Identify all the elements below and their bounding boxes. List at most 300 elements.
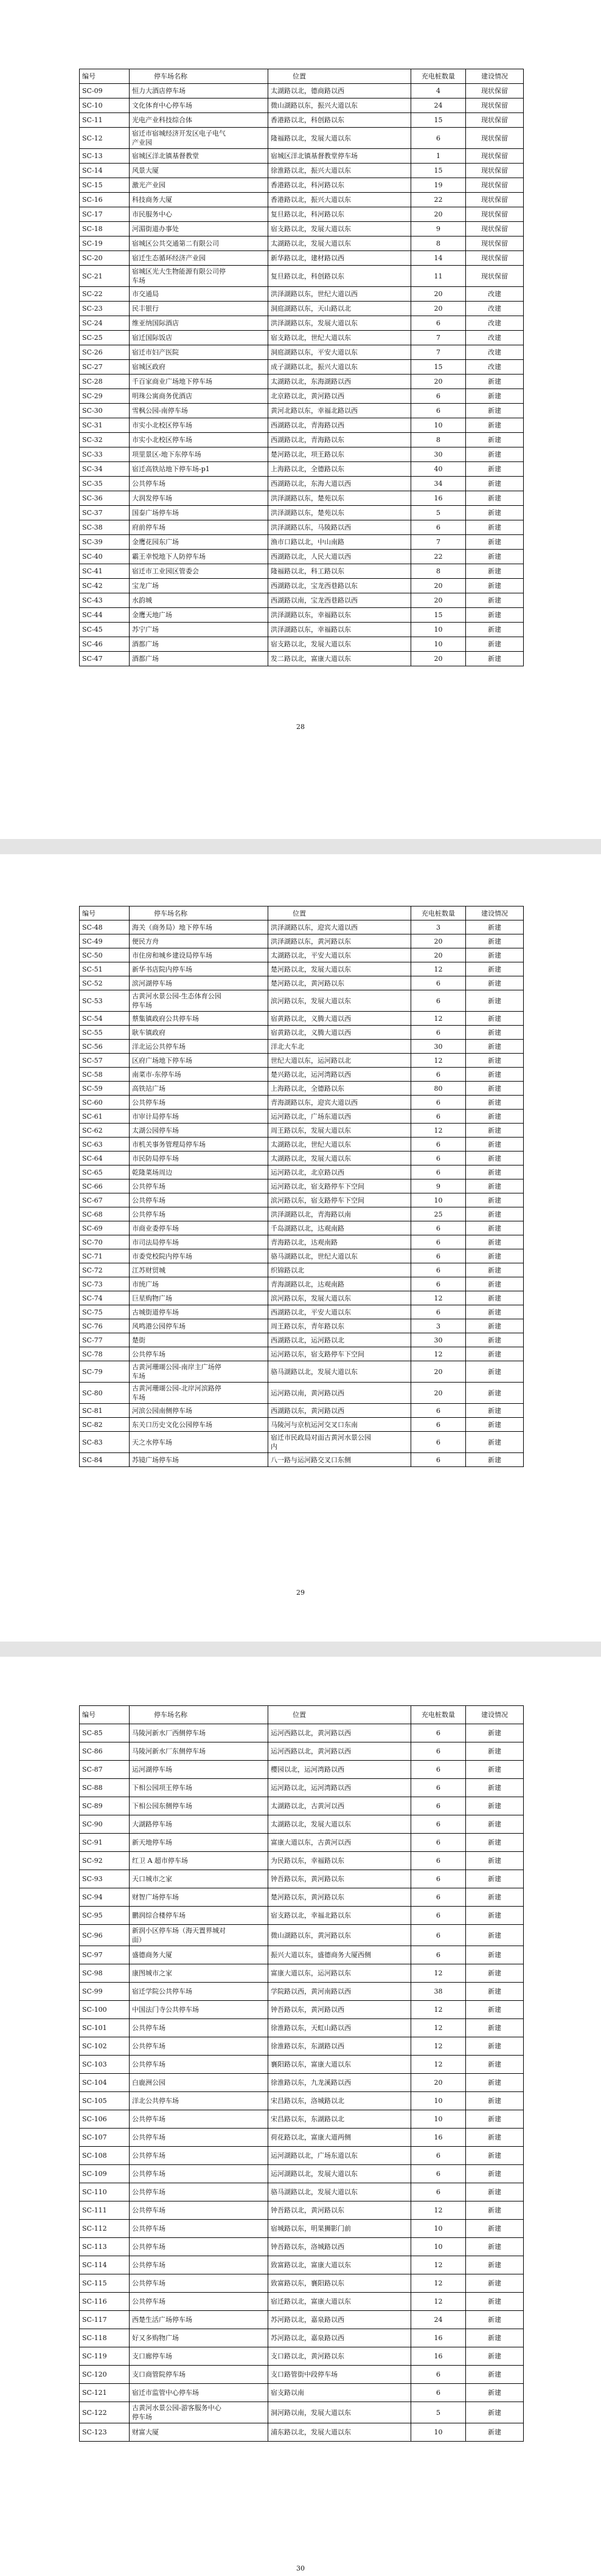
cell-chargers (411, 1319, 466, 1333)
cell-location (268, 564, 411, 579)
cell-chargers-text: 9 (436, 225, 440, 233)
cell-id-text: SC-54 (82, 1014, 103, 1023)
cell-id-text: SC-20 (82, 254, 103, 262)
cell-location-text: 徐淮路以东，东湖路以西 (271, 2042, 344, 2050)
cell-location (268, 2256, 411, 2274)
table-row (80, 1907, 524, 1925)
cell-status-text: 新建 (488, 1224, 501, 1232)
cell-name-text: 公共停车场 (132, 2188, 165, 2196)
cell-location (268, 149, 411, 164)
cell-status-text: 新建 (488, 1438, 501, 1446)
cell-location-text: 宿支路以北，发展大道以东 (271, 640, 351, 648)
cell-id-text: SC-74 (82, 1294, 103, 1302)
cell-name-text: 公共停车场 (132, 2133, 165, 2141)
cell-location-text: 洪泽湖路以东，楚苑以东 (271, 494, 344, 502)
cell-chargers-text: 6 (436, 1857, 440, 1865)
cell-chargers (411, 579, 466, 593)
cell-status (466, 652, 524, 666)
table-row (80, 98, 524, 113)
cell-id (80, 1096, 130, 1110)
cell-name-text: 东关口历史文化公园停车场 (132, 1420, 212, 1429)
cell-chargers (411, 1026, 466, 1040)
cell-name-text: 宿迁市妇产医院 (132, 348, 179, 356)
cell-status (466, 1221, 524, 1235)
cell-name-text: 公共停车场 (132, 480, 165, 488)
cell-status (466, 404, 524, 418)
cell-status-text: 新建 (488, 1729, 501, 1737)
cell-status (466, 207, 524, 222)
table-row (80, 2074, 524, 2092)
cell-name (130, 360, 268, 375)
cell-name (130, 1418, 268, 1432)
cell-status (466, 1165, 524, 1179)
cell-location (268, 2074, 411, 2092)
cell-location (268, 1249, 411, 1263)
cell-location (268, 2423, 411, 2442)
cell-chargers (411, 1361, 466, 1383)
cell-status-text: 新建 (488, 2097, 501, 2105)
cell-name-text: 市交通局 (132, 290, 159, 298)
cell-chargers-text: 20 (434, 1389, 443, 1397)
cell-status-text: 新建 (488, 1406, 501, 1415)
cell-location (268, 1815, 411, 1834)
cell-name-text: 古黄河珊瑚公园-南岸主广场停车场 (132, 1363, 221, 1380)
cell-chargers-text: 20 (434, 290, 443, 298)
cell-chargers-text: 6 (436, 1875, 440, 1883)
cell-location (268, 2056, 411, 2074)
cell-id-text: SC-70 (82, 1238, 103, 1246)
table-row (80, 2220, 524, 2238)
cell-status-text: 现状保留 (481, 272, 508, 280)
cell-location-text: 苏河路以北，嘉泉路以西 (271, 2316, 344, 2324)
cell-id (80, 1964, 130, 1983)
cell-status (466, 1319, 524, 1333)
table-row (80, 962, 524, 976)
cell-name-text: 便民方舟 (132, 937, 159, 945)
cell-id (80, 652, 130, 666)
cell-name (130, 1834, 268, 1852)
cell-id-text: SC-53 (82, 996, 103, 1005)
cell-chargers-text: 10 (434, 2097, 443, 2105)
cell-name-text: 大润发停车场 (132, 494, 172, 502)
cell-id-text: SC-50 (82, 951, 103, 959)
cell-location-text: 西湖路以南，宝龙西巷路以西 (271, 596, 358, 604)
cell-id (80, 1207, 130, 1221)
cell-location (268, 418, 411, 433)
cell-name-text: 宝龙广场 (132, 582, 159, 590)
cell-id-text: SC-107 (82, 2133, 107, 2141)
cell-status-text: 改建 (488, 305, 501, 313)
cell-location (268, 113, 411, 128)
cell-status (466, 1249, 524, 1263)
cell-id-text: SC-116 (82, 2298, 107, 2305)
cell-chargers (411, 506, 466, 520)
cell-chargers-text: 5 (436, 509, 440, 517)
cell-name (130, 1249, 268, 1263)
cell-status (466, 2092, 524, 2110)
cell-status-text: 新建 (488, 2408, 501, 2417)
cell-name (130, 113, 268, 128)
cell-chargers (411, 1453, 466, 1467)
cell-location (268, 623, 411, 637)
cell-name-text: 宿迁高铁站地下停车场-p1 (132, 465, 210, 473)
cell-location-text: 宿支路以北，世纪大道以东 (271, 334, 351, 342)
cell-name (130, 207, 268, 222)
cell-status-text: 新建 (488, 1168, 501, 1176)
cell-chargers (411, 98, 466, 113)
cell-status-text: 新建 (488, 2225, 501, 2232)
cell-chargers (411, 1040, 466, 1054)
cell-location (268, 2384, 411, 2402)
cell-status (466, 128, 524, 149)
cell-id (80, 1221, 130, 1235)
cell-status (466, 593, 524, 608)
cell-status (466, 1277, 524, 1291)
cell-id-text: SC-63 (82, 1140, 103, 1148)
cell-id-text: SC-80 (82, 1389, 103, 1397)
cell-status (466, 623, 524, 637)
cell-id-text: SC-44 (82, 611, 103, 619)
cell-chargers-text: 20 (434, 210, 443, 218)
cell-status (466, 1110, 524, 1124)
cell-chargers-text: 6 (436, 523, 440, 531)
cell-location-text: 成子湖路以北，振兴大道以东 (271, 363, 358, 371)
cell-name (130, 1852, 268, 1870)
cell-status (466, 1207, 524, 1221)
cell-name (130, 934, 268, 948)
cell-id-text: SC-123 (82, 2428, 107, 2436)
cell-chargers (411, 360, 466, 375)
cell-status-text: 新建 (488, 436, 501, 444)
cell-location-text: 宿城路以东，明果狮影门前 (271, 2225, 351, 2232)
cell-id-text: SC-93 (82, 1875, 103, 1883)
table-row (80, 316, 524, 331)
cell-name-text: 公共停车场 (132, 1350, 165, 1358)
cell-id (80, 1779, 130, 1797)
cell-status-text: 新建 (488, 2170, 501, 2178)
table-row (80, 1333, 524, 1347)
cell-id (80, 98, 130, 113)
cell-name (130, 1815, 268, 1834)
cell-id (80, 251, 130, 266)
cell-id-text: SC-89 (82, 1802, 103, 1810)
cell-chargers-text: 38 (434, 1987, 443, 1995)
cell-name (130, 2256, 268, 2274)
cell-name-text: 运河湖停车场 (132, 1766, 172, 1773)
cell-chargers-text: 6 (436, 1784, 440, 1792)
cell-location-text: 浦东路以北，发展大道以东 (271, 2428, 351, 2436)
table-row (80, 477, 524, 491)
cell-name-text: 古城街道停车场 (132, 1308, 179, 1316)
cell-chargers-text: 20 (434, 951, 443, 959)
page-number: 28 (296, 723, 305, 731)
cell-location (268, 1383, 411, 1404)
cell-location (268, 550, 411, 564)
cell-location (268, 520, 411, 535)
cell-chargers (411, 1152, 466, 1165)
cell-location-text: 宿支路以北，幸福北路以东 (271, 1911, 351, 1919)
cell-location (268, 251, 411, 266)
cell-name (130, 2110, 268, 2129)
table-row (80, 2293, 524, 2311)
cell-location-text: 上海路以北，全德路以东 (271, 465, 344, 473)
cell-name (130, 1319, 268, 1333)
cell-status-text: 改建 (488, 348, 501, 356)
cell-name (130, 506, 268, 520)
cell-chargers-text: 6 (436, 1168, 440, 1176)
cell-location-text: 荷花路以北，富康大道两侧 (271, 2133, 351, 2141)
cell-chargers (411, 251, 466, 266)
cell-location-text: 运河西路以北，黄河路以西 (271, 1747, 351, 1755)
cell-status-text: 新建 (488, 1252, 501, 1260)
cell-status-text: 新建 (488, 1784, 501, 1792)
cell-chargers (411, 593, 466, 608)
cell-chargers-text: 3 (436, 1322, 440, 1330)
cell-location-text: 运河西路以北，黄河路以西 (271, 1729, 351, 1737)
cell-chargers (411, 2384, 466, 2402)
cell-id-text: SC-60 (82, 1098, 103, 1107)
cell-id-text: SC-49 (82, 937, 103, 945)
cell-id-text: SC-39 (82, 538, 103, 546)
cell-name (130, 564, 268, 579)
cell-status-text: 新建 (488, 480, 501, 488)
cell-location-text: 青海路以北，达观南路 (271, 1238, 338, 1246)
cell-location (268, 193, 411, 207)
cell-id (80, 1797, 130, 1815)
cell-id-text: SC-75 (82, 1308, 103, 1316)
cell-name (130, 84, 268, 98)
cell-status (466, 447, 524, 462)
cell-chargers (411, 1124, 466, 1138)
cell-status (466, 84, 524, 98)
cell-status-text: 新建 (488, 523, 501, 531)
cell-location-text: 支口路管街中段停车场 (271, 2371, 338, 2378)
cell-chargers-text: 10 (434, 421, 443, 429)
cell-chargers (411, 1221, 466, 1235)
cell-status (466, 302, 524, 316)
cell-status (466, 1383, 524, 1404)
cell-chargers-text: 15 (434, 363, 443, 371)
cell-id (80, 462, 130, 477)
table-row (80, 2110, 524, 2129)
cell-id-text: SC-47 (82, 655, 103, 663)
cell-status (466, 2347, 524, 2366)
cell-id (80, 128, 130, 149)
cell-name-text: 盛德商务大厦 (132, 1951, 172, 1959)
cell-status (466, 222, 524, 237)
cell-location (268, 1207, 411, 1221)
cell-id-text: SC-72 (82, 1266, 103, 1274)
cell-name-text: 金鹰天地广场 (132, 611, 172, 619)
table-row (80, 462, 524, 477)
table-row (80, 948, 524, 962)
cell-chargers-text: 6 (436, 1766, 440, 1773)
cell-chargers-text: 25 (434, 1210, 443, 1218)
header-id: 编号 (80, 1706, 130, 1724)
cell-location-text: 青海湖路以北，达观南路 (271, 1280, 344, 1288)
cell-location (268, 535, 411, 550)
cell-location-text: 运河路以南，黄河路以西 (271, 1389, 344, 1397)
cell-status (466, 1907, 524, 1925)
cell-name (130, 1012, 268, 1026)
cell-name (130, 579, 268, 593)
cell-id-text: SC-73 (82, 1280, 103, 1288)
cell-name (130, 1888, 268, 1907)
cell-chargers (411, 2165, 466, 2183)
cell-id-text: SC-58 (82, 1070, 103, 1079)
table-row (80, 1724, 524, 1742)
cell-chargers-text: 80 (434, 1084, 443, 1093)
cell-chargers (411, 331, 466, 345)
cell-name (130, 2329, 268, 2347)
cell-status (466, 608, 524, 623)
cell-chargers (411, 418, 466, 433)
cell-chargers-text: 7 (436, 334, 440, 342)
cell-id (80, 1305, 130, 1319)
cell-location (268, 1291, 411, 1305)
cell-status (466, 1138, 524, 1152)
table-row (80, 2056, 524, 2074)
cell-id-text: SC-14 (82, 167, 103, 174)
cell-name-text: 市统广场 (132, 1280, 159, 1288)
cell-location (268, 1761, 411, 1779)
cell-name (130, 1207, 268, 1221)
cell-location (268, 1724, 411, 1742)
cell-name (130, 1742, 268, 1761)
cell-location-text: 隆福路以北，发展大道以东 (271, 134, 351, 142)
cell-id (80, 976, 130, 990)
cell-name (130, 2019, 268, 2037)
cell-status-text: 新建 (488, 1820, 501, 1828)
cell-status (466, 1026, 524, 1040)
cell-chargers-text: 6 (436, 1747, 440, 1755)
table-row (80, 652, 524, 666)
table-row (80, 623, 524, 637)
cell-name-text: 酒都广场 (132, 655, 159, 663)
cell-name (130, 2037, 268, 2056)
cell-chargers (411, 2366, 466, 2384)
cell-location (268, 1333, 411, 1347)
cell-name-text: 公共停车场 (132, 2206, 165, 2214)
cell-id (80, 1347, 130, 1361)
cell-name-text: 蔡集镇政府公共停车场 (132, 1014, 199, 1023)
cell-location-text: 为民路以东，幸福路以东 (271, 1857, 344, 1865)
cell-chargers (411, 608, 466, 623)
cell-location (268, 2147, 411, 2165)
cell-location-text: 徐淮路以东，天虹山路以西 (271, 2024, 351, 2032)
cell-name-text: 风鸣港公园停车场 (132, 1322, 186, 1330)
cell-chargers (411, 1193, 466, 1207)
cell-location (268, 1165, 411, 1179)
cell-name-text: 宿迁生态循环经济产业园 (132, 254, 206, 262)
cell-location-text: 钟吾路以东，洛城路以西 (271, 2243, 344, 2251)
cell-status (466, 251, 524, 266)
cell-chargers-text: 10 (434, 640, 443, 648)
cell-status-text: 现状保留 (481, 210, 508, 218)
cell-chargers (411, 302, 466, 316)
cell-name-text: 支口廊停车场 (132, 2352, 172, 2360)
table-row (80, 164, 524, 178)
cell-status-text: 新建 (488, 2261, 501, 2269)
cell-status (466, 990, 524, 1012)
cell-name (130, 1138, 268, 1152)
cell-location-text: 西湖路以东，黄河路以西 (271, 1406, 344, 1415)
cell-chargers-text: 16 (434, 2334, 443, 2342)
cell-chargers-text: 40 (434, 465, 443, 473)
cell-chargers-text: 6 (436, 1931, 440, 1939)
cell-chargers-text: 12 (434, 1294, 443, 1302)
table-row (80, 1925, 524, 1946)
cell-name (130, 608, 268, 623)
cell-name-text: 宿迁国际饭店 (132, 334, 172, 342)
cell-location (268, 506, 411, 520)
cell-location (268, 1418, 411, 1432)
cell-location-text: 振兴大道以东，盛德商务大厦西侧 (271, 1951, 371, 1959)
cell-chargers-text: 6 (436, 1098, 440, 1107)
cell-status-text: 新建 (488, 2316, 501, 2324)
cell-name-text: 科技商务大厦 (132, 196, 172, 204)
cell-chargers-text: 6 (436, 1266, 440, 1274)
cell-status (466, 1333, 524, 1347)
cell-status (466, 2019, 524, 2037)
table-row (80, 1124, 524, 1138)
header-location: 位置 (268, 69, 411, 84)
cell-status-text: 新建 (488, 1126, 501, 1134)
cell-location-text: 骆马湖路以北，发展大道以东 (271, 2188, 358, 2196)
cell-status-text: 现状保留 (481, 181, 508, 189)
cell-chargers-text: 22 (434, 196, 443, 204)
cell-location-text: 楚河路以北，项王路以东 (271, 451, 344, 458)
cell-chargers-text: 6 (436, 1911, 440, 1919)
table-row (80, 920, 524, 934)
cell-name-text: 天口城市之家 (132, 1875, 172, 1883)
cell-chargers (411, 1834, 466, 1852)
cell-location (268, 2129, 411, 2147)
cell-status-text: 现状保留 (481, 254, 508, 262)
cell-chargers-text: 20 (434, 1367, 443, 1376)
table-row (80, 2019, 524, 2037)
cell-status (466, 164, 524, 178)
cell-chargers (411, 375, 466, 389)
cell-chargers-text: 12 (434, 2279, 443, 2287)
cell-id-text: SC-26 (82, 348, 103, 356)
cell-location-text: 太湖路以北，平安大道以东 (271, 951, 351, 959)
cell-chargers-text: 6 (436, 1238, 440, 1246)
table-row (80, 593, 524, 608)
cell-status (466, 1453, 524, 1467)
cell-name-text: 公共停车场 (132, 1196, 165, 1204)
cell-location (268, 920, 411, 934)
cell-chargers (411, 287, 466, 302)
cell-name-text: 宿迁市工业园区管委会 (132, 567, 199, 575)
cell-name-text: 古黄河水景公园-生态体育公园停车场 (132, 992, 221, 1009)
table-row (80, 2129, 524, 2147)
cell-status (466, 2165, 524, 2183)
cell-chargers-text: 24 (434, 102, 443, 109)
cell-chargers-text: 12 (434, 2024, 443, 2032)
cell-status (466, 564, 524, 579)
cell-id-text: SC-108 (82, 2152, 107, 2160)
cell-name (130, 1124, 268, 1138)
cell-location-text: 复旦路以北，科创路以东 (271, 272, 344, 280)
table-row (80, 2347, 524, 2366)
cell-chargers (411, 477, 466, 491)
cell-name (130, 1263, 268, 1277)
cell-name (130, 331, 268, 345)
cell-status (466, 1152, 524, 1165)
cell-location-text: 洞庭湖路以东，天山路以北 (271, 305, 351, 313)
cell-id-text: SC-33 (82, 451, 103, 458)
